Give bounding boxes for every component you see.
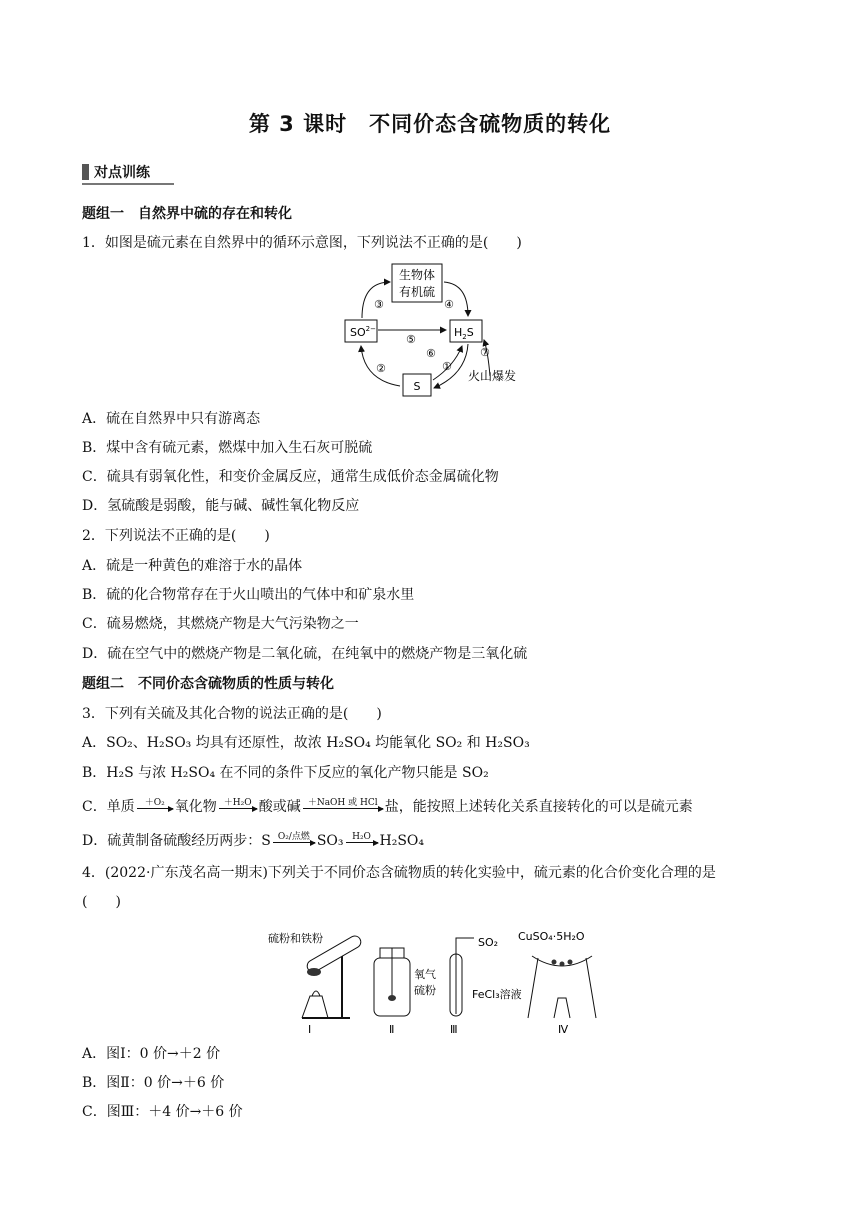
arrow-h2o-2: H₂O (346, 833, 378, 843)
lesson-number: 第 3 课时 (248, 112, 348, 136)
sulfate-label: $SO^{2-}$ (350, 325, 376, 339)
page-title (0, 108, 860, 138)
svg-text:⑤: ⑤ (406, 333, 416, 346)
q2-option-b: B．硫的化合物常存在于火山喷出的气体中和矿泉水里 (82, 587, 415, 603)
section-underline (82, 183, 174, 185)
organic-label-2: 有机硫 (398, 285, 436, 299)
sulfur-cycle-diagram (340, 262, 530, 400)
organic-label-1: 生物体 (398, 268, 436, 282)
arrow-h2o: ＋H₂O (219, 799, 257, 809)
section-header (82, 162, 150, 182)
q2-option-c: C．硫易燃烧，其燃烧产物是大气污染物之一 (82, 616, 359, 632)
label-sulfur-iron: 硫粉和铁粉 (268, 932, 323, 945)
q3-option-c: C．单质 ＋O₂ 氧化物 ＋H₂O 酸或碱 ＋NaOH 或 HCl 盐，能按照上述转化关系直接转化的可以是硫元素 (82, 798, 693, 815)
volcano-label: 火山爆发 (468, 369, 517, 383)
q2-stem: 2．下列说法不正确的是( ) (82, 528, 270, 544)
q4-apparatus-figure (262, 926, 604, 1036)
arrow-naoh-hcl: ＋NaOH 或 HCl (303, 799, 383, 809)
svg-text:⑥: ⑥ (426, 347, 436, 360)
arrow-o2: ＋O₂ (137, 799, 173, 809)
q3-option-d: D．硫黄制备硫酸经历两步：S O₂/点燃 SO₃ H₂O H₂SO₄ (82, 832, 425, 849)
q4-option-b: B．图Ⅱ：0 价→＋6 价 (82, 1075, 225, 1091)
svg-text:①: ① (442, 360, 452, 373)
arrow-o2-ignite: O₂/点燃 (273, 833, 315, 843)
q2-option-a: A．硫是一种黄色的难溶于水的晶体 (82, 558, 303, 574)
label-oxygen: 氧气 (414, 968, 436, 981)
q4-option-a: A．图Ⅰ：0 价→＋2 价 (82, 1046, 221, 1062)
q1-option-b: B．煤中含有硫元素，燃煤中加入生石灰可脱硫 (82, 440, 373, 456)
roman-1: Ⅰ (308, 1023, 312, 1036)
section-label: 对点训练 (94, 165, 150, 181)
roman-4: Ⅳ (558, 1023, 569, 1036)
q1-stem: 1．如图是硫元素在自然界中的循环示意图，下列说法不正确的是( ) (82, 235, 522, 251)
svg-text:④: ④ (444, 298, 454, 311)
q3-option-b: B．H₂S 与浓 H₂SO₄ 在不同的条件下反应的氧化产物只能是 SO₂ (82, 765, 489, 781)
q3-stem: 3．下列有关硫及其化合物的说法正确的是( ) (82, 706, 382, 722)
section-marker (82, 164, 89, 180)
group-2-heading: 题组二 不同价态含硫物质的性质与转化 (82, 676, 334, 692)
svg-text:②: ② (376, 362, 386, 375)
sulfur-label: S (413, 380, 421, 393)
q4-option-c: C．图Ⅲ：＋4 价→＋6 价 (82, 1104, 243, 1120)
label-sulfur-powder: 硫粉 (414, 984, 436, 997)
label-so2: SO₂ (478, 936, 499, 949)
roman-2: Ⅱ (389, 1023, 395, 1036)
q4-paren: ( ) (82, 894, 121, 910)
q1-option-a: A．硫在自然界中只有游离态 (82, 411, 261, 427)
lesson-title: 不同价态含硫物质的转化 (369, 112, 612, 136)
q1-option-d: D．氢硫酸是弱酸，能与碱、碱性氧化物反应 (82, 498, 360, 514)
svg-text:③: ③ (374, 298, 384, 311)
q2-option-d: D．硫在空气中的燃烧产物是二氧化硫，在纯氧中的燃烧产物是三氧化硫 (82, 646, 528, 662)
q3-option-a: A．SO₂、H₂SO₃ 均具有还原性，故浓 H₂SO₄ 均能氧化 SO₂ 和 H₂SO₃ (82, 735, 530, 751)
roman-3: Ⅲ (450, 1023, 458, 1036)
q4-stem: 4．(2022·广东茂名高一期末)下列关于不同价态含硫物质的转化实验中，硫元素的化合价变化合理的是 (82, 865, 716, 881)
label-cuso4: CuSO₄·5H₂O (518, 930, 585, 943)
label-fecl3: FeCl₃溶液 (472, 988, 522, 1001)
svg-text:⑦: ⑦ (480, 346, 490, 359)
group-1-heading: 题组一 自然界中硫的存在和转化 (82, 206, 292, 222)
q1-option-c: C．硫具有弱氧化性，和变价金属反应，通常生成低价态金属硫化物 (82, 469, 499, 485)
h2s-label: $H_2S$ (454, 326, 474, 341)
